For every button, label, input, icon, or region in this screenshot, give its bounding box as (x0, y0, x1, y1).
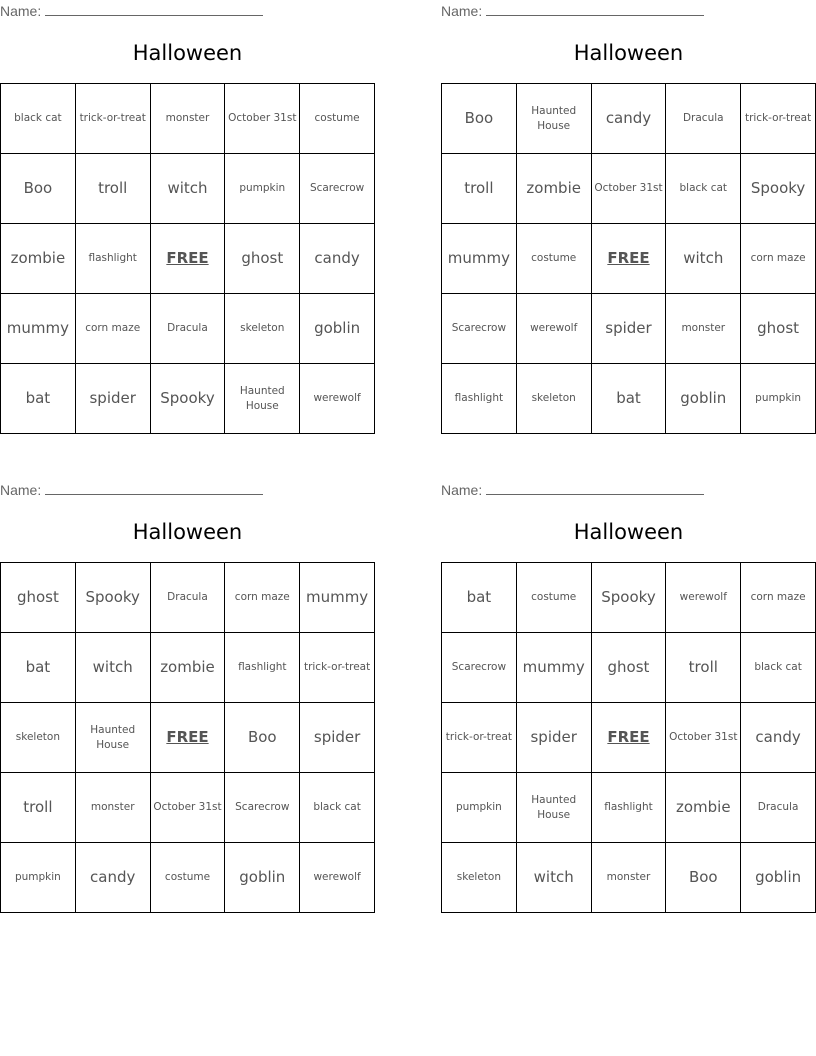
bingo-cell: Dracula (151, 563, 226, 633)
bingo-cell: troll (76, 154, 151, 224)
bingo-cell: witch (517, 843, 592, 913)
bingo-cell: Dracula (666, 84, 741, 154)
bingo-grid (0, 83, 375, 434)
bingo-cell: witch (151, 154, 226, 224)
name-blank-line[interactable] (45, 483, 263, 495)
bingo-cell: skeleton (225, 294, 300, 364)
free-space: FREE (151, 703, 226, 773)
bingo-card-2 (441, 0, 816, 440)
bingo-cell: black cat (300, 773, 375, 843)
bingo-cell: Dracula (151, 294, 226, 364)
bingo-cell: ghost (225, 224, 300, 294)
bingo-cell: ghost (1, 563, 76, 633)
bingo-grid (441, 83, 816, 434)
bingo-cell: flashlight (442, 364, 517, 434)
bingo-cell: Scarecrow (225, 773, 300, 843)
bingo-cell: corn maze (76, 294, 151, 364)
bingo-cell: mummy (300, 563, 375, 633)
bingo-cell: Boo (1, 154, 76, 224)
free-space: FREE (592, 703, 667, 773)
bingo-cell: candy (741, 703, 816, 773)
bingo-cell: costume (517, 224, 592, 294)
bingo-cell: Boo (225, 703, 300, 773)
bingo-cell: monster (592, 843, 667, 913)
bingo-cell: flashlight (76, 224, 151, 294)
name-label: Name: (441, 3, 483, 19)
bingo-cell: pumpkin (442, 773, 517, 843)
bingo-cell: zombie (666, 773, 741, 843)
bingo-grid (441, 562, 816, 913)
bingo-cell: Haunted House (76, 703, 151, 773)
bingo-cell: pumpkin (225, 154, 300, 224)
card-title: Halloween (132, 41, 243, 65)
bingo-cell: Haunted House (517, 84, 592, 154)
bingo-cell: Boo (666, 843, 741, 913)
bingo-cell: black cat (666, 154, 741, 224)
bingo-cell: Scarecrow (442, 633, 517, 703)
bingo-cell: bat (1, 364, 76, 434)
bingo-cell: trick-or-treat (300, 633, 375, 703)
bingo-cell: werewolf (517, 294, 592, 364)
bingo-cell: werewolf (300, 843, 375, 913)
bingo-cell: goblin (741, 843, 816, 913)
bingo-cell: goblin (225, 843, 300, 913)
bingo-cell: bat (1, 633, 76, 703)
bingo-card-4 (441, 479, 816, 919)
bingo-cell: mummy (1, 294, 76, 364)
bingo-cell: corn maze (741, 563, 816, 633)
bingo-cell: October 31st (592, 154, 667, 224)
bingo-cell: corn maze (225, 563, 300, 633)
bingo-cell: candy (592, 84, 667, 154)
bingo-cell: October 31st (151, 773, 226, 843)
bingo-cell: mummy (442, 224, 517, 294)
bingo-cell: Scarecrow (300, 154, 375, 224)
bingo-cell: zombie (151, 633, 226, 703)
bingo-cell: troll (1, 773, 76, 843)
free-space: FREE (151, 224, 226, 294)
bingo-cell: spider (300, 703, 375, 773)
name-blank-line[interactable] (45, 4, 263, 16)
name-label: Name: (0, 3, 42, 19)
bingo-card-3 (0, 479, 375, 919)
bingo-cell: black cat (741, 633, 816, 703)
bingo-cell: spider (76, 364, 151, 434)
bingo-cell: werewolf (300, 364, 375, 434)
free-space: FREE (592, 224, 667, 294)
bingo-cell: skeleton (517, 364, 592, 434)
bingo-cell: zombie (517, 154, 592, 224)
bingo-cell: Dracula (741, 773, 816, 843)
bingo-cell: bat (442, 563, 517, 633)
bingo-cell: troll (666, 633, 741, 703)
bingo-cell: costume (151, 843, 226, 913)
bingo-cell: Spooky (151, 364, 226, 434)
bingo-cell: Spooky (76, 563, 151, 633)
bingo-cell: trick-or-treat (442, 703, 517, 773)
bingo-card-1 (0, 0, 375, 440)
bingo-cell: black cat (1, 84, 76, 154)
bingo-cell: goblin (300, 294, 375, 364)
bingo-cell: ghost (592, 633, 667, 703)
name-field (0, 3, 263, 19)
bingo-cell: flashlight (225, 633, 300, 703)
bingo-cell: skeleton (442, 843, 517, 913)
bingo-cell: ghost (741, 294, 816, 364)
bingo-cell: trick-or-treat (76, 84, 151, 154)
bingo-cell: pumpkin (741, 364, 816, 434)
bingo-cell: goblin (666, 364, 741, 434)
bingo-cell: candy (300, 224, 375, 294)
bingo-cell: trick-or-treat (741, 84, 816, 154)
name-label: Name: (0, 482, 42, 498)
bingo-cell: mummy (517, 633, 592, 703)
bingo-cell: October 31st (225, 84, 300, 154)
bingo-cell: costume (300, 84, 375, 154)
bingo-grid (0, 562, 375, 913)
bingo-cell: candy (76, 843, 151, 913)
name-field (0, 482, 263, 498)
bingo-cell: flashlight (592, 773, 667, 843)
name-blank-line[interactable] (486, 4, 704, 16)
bingo-cell: bat (592, 364, 667, 434)
bingo-cell: monster (76, 773, 151, 843)
bingo-cell: skeleton (1, 703, 76, 773)
bingo-cell: Boo (442, 84, 517, 154)
card-title: Halloween (573, 520, 684, 544)
name-field (441, 482, 704, 498)
bingo-cell: spider (592, 294, 667, 364)
card-title: Halloween (132, 520, 243, 544)
bingo-cell: troll (442, 154, 517, 224)
bingo-cell: witch (76, 633, 151, 703)
bingo-cell: October 31st (666, 703, 741, 773)
bingo-cell: Scarecrow (442, 294, 517, 364)
name-field (441, 3, 704, 19)
bingo-cell: zombie (1, 224, 76, 294)
card-title: Halloween (573, 41, 684, 65)
bingo-cell: Spooky (741, 154, 816, 224)
bingo-cell: Haunted House (225, 364, 300, 434)
bingo-cell: Haunted House (517, 773, 592, 843)
bingo-cell: werewolf (666, 563, 741, 633)
bingo-cell: monster (666, 294, 741, 364)
bingo-cell: pumpkin (1, 843, 76, 913)
bingo-cell: Spooky (592, 563, 667, 633)
bingo-cell: witch (666, 224, 741, 294)
name-label: Name: (441, 482, 483, 498)
bingo-cell: costume (517, 563, 592, 633)
bingo-cell: spider (517, 703, 592, 773)
bingo-cell: corn maze (741, 224, 816, 294)
bingo-cell: monster (151, 84, 226, 154)
name-blank-line[interactable] (486, 483, 704, 495)
